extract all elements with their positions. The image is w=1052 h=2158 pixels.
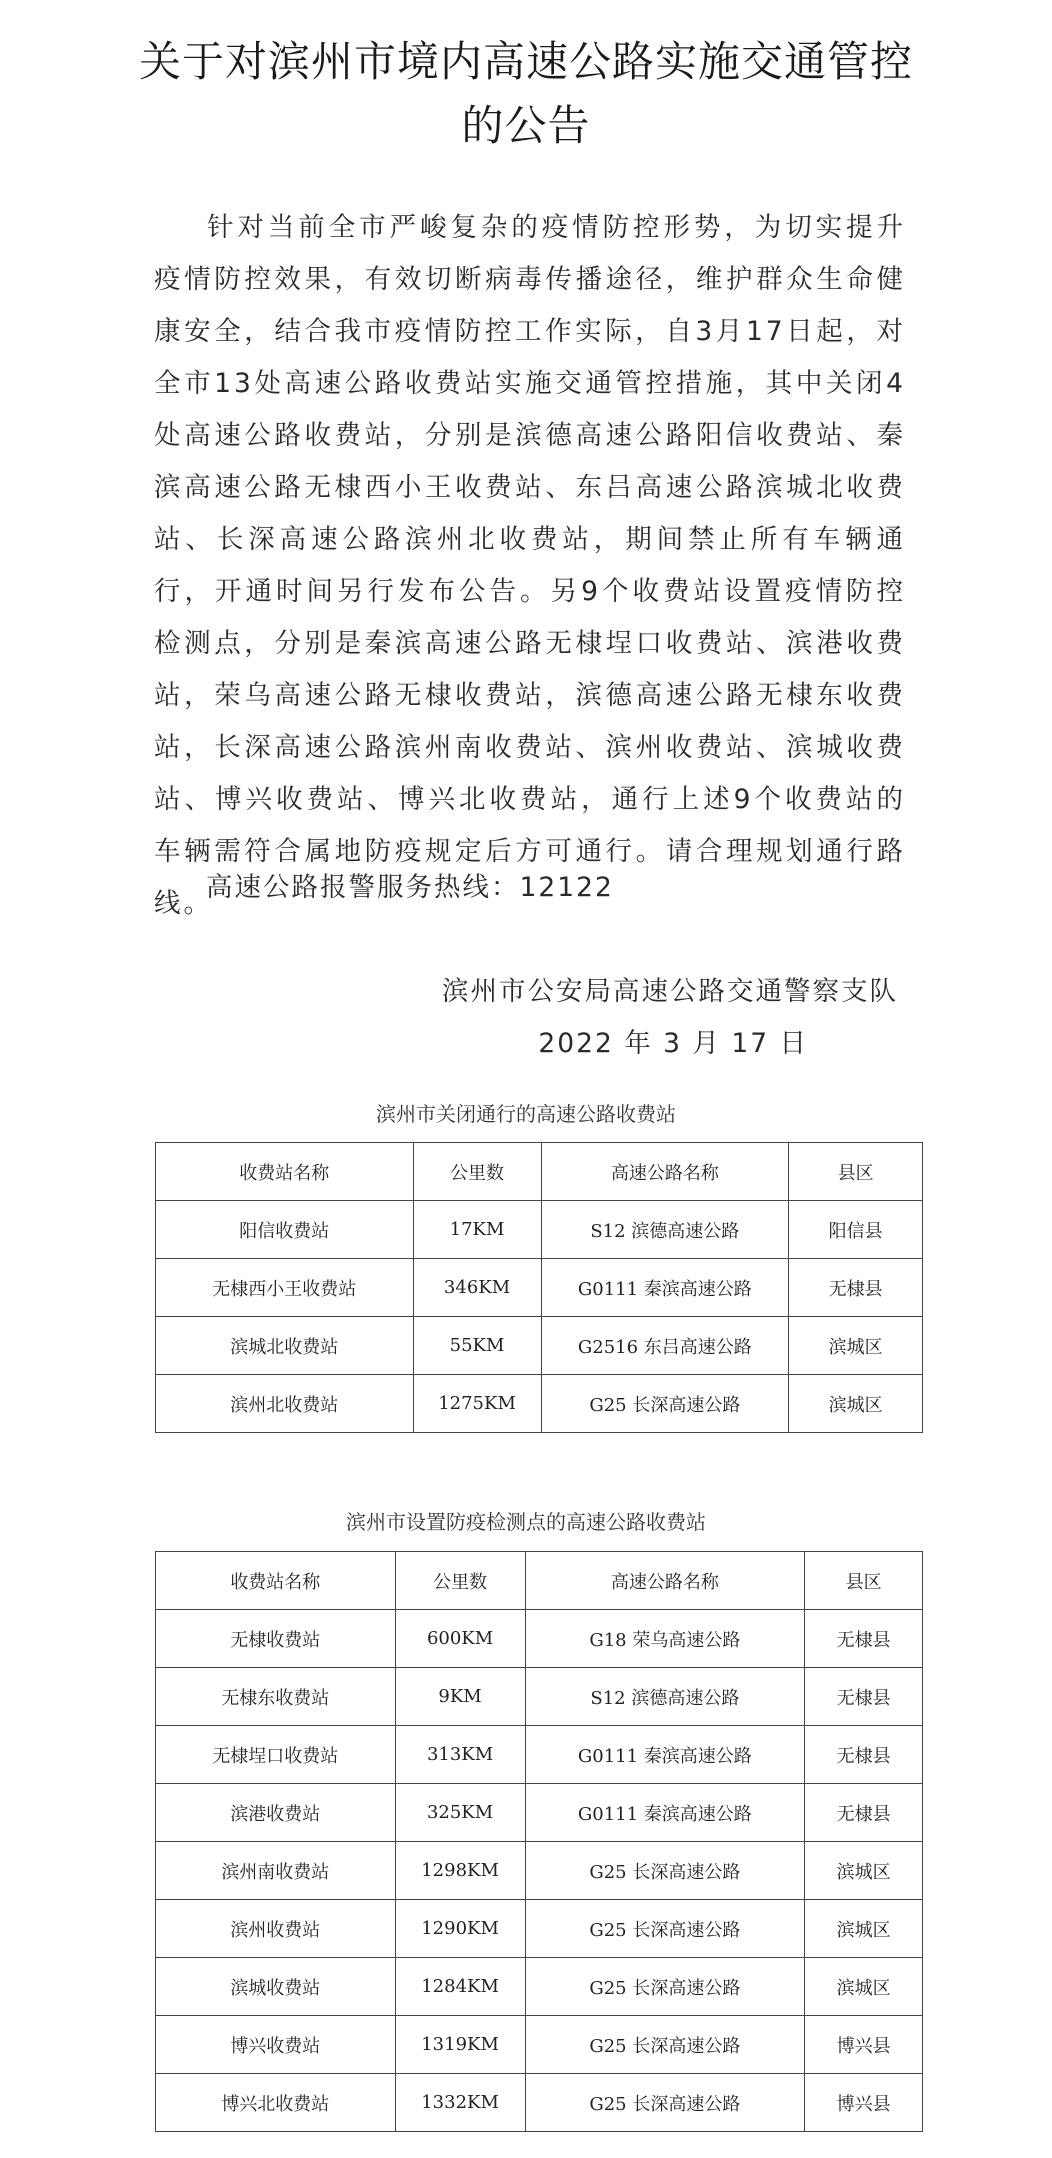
- table-cell: 无棣县: [789, 1259, 923, 1317]
- table-header-cell: 收费站名称: [156, 1552, 396, 1610]
- table-cell: 9KM: [395, 1668, 525, 1726]
- closed-stations-table: [155, 1142, 923, 1433]
- table-cell: 325KM: [395, 1784, 525, 1842]
- table-cell: 无棣收费站: [156, 1610, 396, 1668]
- table-cell: G2516 东吕高速公路: [541, 1317, 789, 1375]
- table-cell: G25 长深高速公路: [525, 1900, 805, 1958]
- table-cell: 无棣县: [805, 1610, 923, 1668]
- table-cell: G25 长深高速公路: [525, 2074, 805, 2132]
- table-cell: G25 长深高速公路: [541, 1375, 789, 1433]
- table-cell: 滨城收费站: [156, 1958, 396, 2016]
- table-cell: 1284KM: [395, 1958, 525, 2016]
- table-cell: 滨城区: [805, 1842, 923, 1900]
- table-row: [156, 2016, 923, 2074]
- table-cell: 滨城区: [805, 1958, 923, 2016]
- table-cell: 1319KM: [395, 2016, 525, 2074]
- table-cell: 博兴县: [805, 2074, 923, 2132]
- checkpoint-table-caption: 滨州市设置防疫检测点的高速公路收费站: [346, 1510, 706, 1534]
- table-row: [156, 2074, 923, 2132]
- table-cell: 1290KM: [395, 1900, 525, 1958]
- table-row: [156, 1317, 923, 1375]
- table-row: [156, 1375, 923, 1433]
- table-cell: G0111 秦滨高速公路: [525, 1726, 805, 1784]
- table-cell: S12 滨德高速公路: [525, 1668, 805, 1726]
- table-row: [156, 1900, 923, 1958]
- table-cell: 滨州收费站: [156, 1900, 396, 1958]
- table-cell: 博兴县: [805, 2016, 923, 2074]
- table-cell: 阳信收费站: [156, 1201, 414, 1259]
- signature-organization: 滨州市公安局高速公路交通警察支队: [442, 976, 898, 1007]
- table-cell: 滨州北收费站: [156, 1375, 414, 1433]
- table-cell: 滨城区: [805, 1900, 923, 1958]
- table-cell: 无棣埕口收费站: [156, 1726, 396, 1784]
- table-cell: 无棣东收费站: [156, 1668, 396, 1726]
- title-line-2: 的公告: [461, 101, 591, 150]
- table-cell: 滨港收费站: [156, 1784, 396, 1842]
- table-cell: 313KM: [395, 1726, 525, 1784]
- table-cell: G18 荣乌高速公路: [525, 1610, 805, 1668]
- table-cell: 1332KM: [395, 2074, 525, 2132]
- table-cell: G25 长深高速公路: [525, 2016, 805, 2074]
- table-cell: 滨州南收费站: [156, 1842, 396, 1900]
- table-cell: 阳信县: [789, 1201, 923, 1259]
- table-cell: 无棣县: [805, 1784, 923, 1842]
- hotline-text: 高速公路报警服务热线：12122: [206, 872, 614, 903]
- table-header-cell: 公里数: [413, 1143, 541, 1201]
- signature-date: 2022 年 3 月 17 日: [538, 1028, 808, 1059]
- title-line-1: 关于对滨州市境内高速公路实施交通管控: [138, 37, 913, 86]
- table-header-cell: 收费站名称: [156, 1143, 414, 1201]
- table-cell: 无棣县: [805, 1726, 923, 1784]
- table-cell: G0111 秦滨高速公路: [541, 1259, 789, 1317]
- table-cell: 17KM: [413, 1201, 541, 1259]
- table-row: [156, 1958, 923, 2016]
- notice-body: [154, 202, 906, 930]
- table-cell: 1298KM: [395, 1842, 525, 1900]
- table-cell: 无棣西小王收费站: [156, 1259, 414, 1317]
- table-header-row: [156, 1552, 923, 1610]
- table-cell: G25 长深高速公路: [525, 1842, 805, 1900]
- notice-title: [0, 30, 1052, 158]
- table-row: [156, 1784, 923, 1842]
- table-row: [156, 1668, 923, 1726]
- table-row: [156, 1259, 923, 1317]
- table-cell: 博兴北收费站: [156, 2074, 396, 2132]
- checkpoint-stations-table: [155, 1551, 923, 2132]
- table-header-cell: 公里数: [395, 1552, 525, 1610]
- table-cell: 55KM: [413, 1317, 541, 1375]
- table-header-cell: 县区: [805, 1552, 923, 1610]
- table-header-row: [156, 1143, 923, 1201]
- table-cell: G25 长深高速公路: [525, 1958, 805, 2016]
- table-cell: 无棣县: [805, 1668, 923, 1726]
- table-row: [156, 1610, 923, 1668]
- closed-table-caption: 滨州市关闭通行的高速公路收费站: [376, 1102, 676, 1126]
- table-cell: 滨城北收费站: [156, 1317, 414, 1375]
- table-cell: 博兴收费站: [156, 2016, 396, 2074]
- table-cell: 346KM: [413, 1259, 541, 1317]
- body-paragraph: 针对当前全市严峻复杂的疫情防控形势，为切实提升疫情防控效果，有效切断病毒传播途径，维护群众生命健康安全，结合我市疫情防控工作实际，自3月17日起，对全市13处高速公路收费站实施交通管控措施，其中关闭4处高速公路收费站，分别是滨德高速公路阳信收费站、秦滨高速公路无棣西小王收费站、东吕高速公路滨城北收费站、长深高速公路滨州北收费站，期间禁止所有车辆通行，开通时间另行发布公告。另9个收费站设置疫情防控检测点，分别是秦滨高速公路无棣埕口收费站、滨港收费站，荣乌高速公路无棣收费站，滨德高速公路无棣东收费站，长深高速公路滨州南收费站、滨州收费站、滨城收费站、博兴收费站、博兴北收费站，通行上述9个收费站的车辆需符合属地防疫规定后方可通行。请合理规划通行路线。: [154, 212, 906, 919]
- table-row: [156, 1726, 923, 1784]
- table-cell: G0111 秦滨高速公路: [525, 1784, 805, 1842]
- table-cell: 600KM: [395, 1610, 525, 1668]
- table-row: [156, 1842, 923, 1900]
- table-header-cell: 县区: [789, 1143, 923, 1201]
- table-cell: 1275KM: [413, 1375, 541, 1433]
- table-cell: S12 滨德高速公路: [541, 1201, 789, 1259]
- table-cell: 滨城区: [789, 1375, 923, 1433]
- table-cell: 滨城区: [789, 1317, 923, 1375]
- table-header-cell: 高速公路名称: [525, 1552, 805, 1610]
- table-header-cell: 高速公路名称: [541, 1143, 789, 1201]
- table-row: [156, 1201, 923, 1259]
